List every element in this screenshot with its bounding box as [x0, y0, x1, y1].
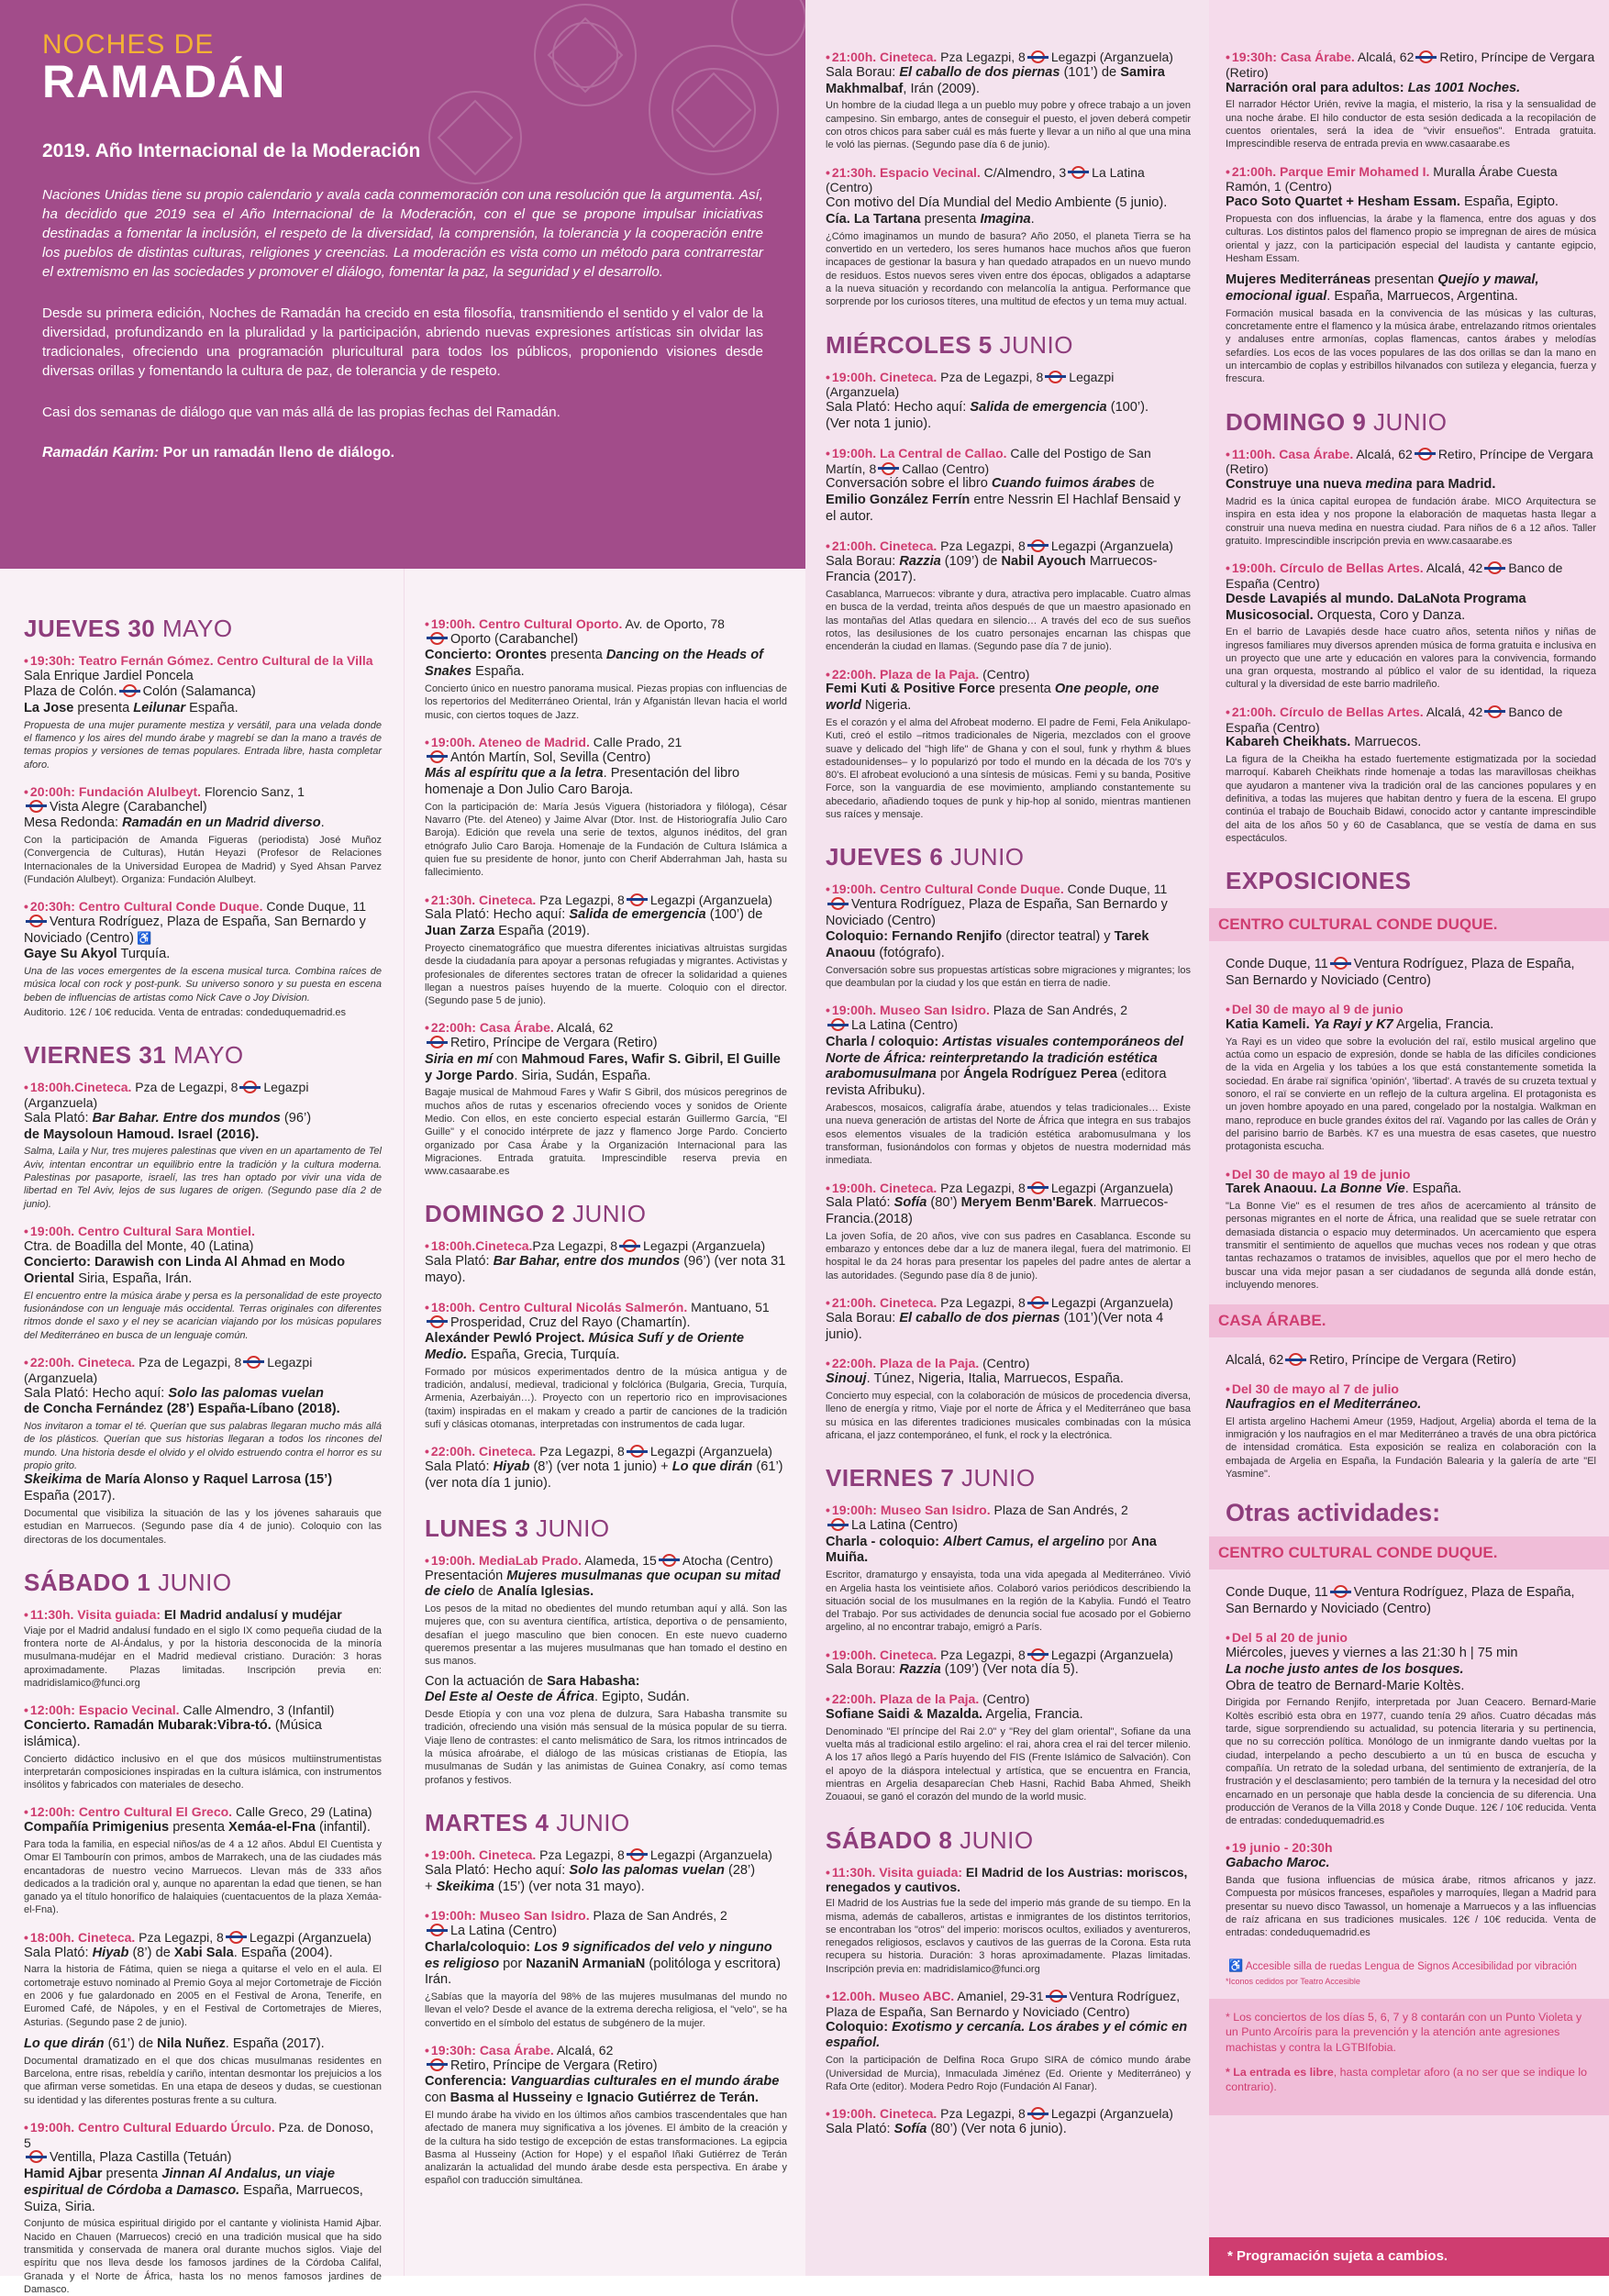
- hero-banner: [0, 0, 805, 569]
- event-title: Cía. La Tartana presenta Imagina.: [826, 211, 1035, 227]
- event-description: Formación musical basada en la convivencia de las músicas y las culturas, concretamente entre el flamenco y la música árabe, entrelazando ritmos orientales y andaluses entre armonías, coplas flamencas, cantos árabes y melodías sefardíes. Los ecos de las voces populares de las dos orillas se dan la mano en un intercambio de coplas y estribillos hilvanados con sutileza y elegancia, fuerza y frescura.: [1226, 307, 1596, 385]
- event-description: Conjunto de música espiritual dirigido por el cantante y violinista Hamid Ajbar. Nacido en Chauen (Marruecos) creció en una tradición musical que ha sido transmitida y conservada de manera oral durante muchos siglos. Viaje del espíritu que nos lleva desde los famosos jardines de la Córdoba Califal, Granada y el Norte de África, hasta los no menos famosos jardines de Damasco.: [24, 2218, 382, 2295]
- closing-line: Ramadán Karim: Por un ramadán lleno de diálogo.: [42, 444, 395, 460]
- event: • 19:00h. Ateneo de Madrid. Calle Prado, 21 Antón Martín, Sol, Sevilla (Centro) Más al espíritu que a la letra. Presentación del libro homenaje a Don Julio Caro Baroja. Con la participación de: María Jesús Viguera (historiadora y filóloga), César Navarro (Pte. del Ateneo) y Jaime Alvar (Dtor. Inst. de Historiografía Julio Caro Baroja). Edición que revela una serie de textos, algunos inéditos, del gran etnógrafo Julio Caro Baroja. Homenaje de la Fundación de Cultura Islámica a quien fue su presidente de honor, junto con Cherif Abderrahman Jah, hasta su fallecimiento.: [425, 734, 787, 879]
- event: • 21:00h. Círculo de Bellas Artes. Alcalá, 42 Banco de España (Centro) Kabareh Cheikhats. Marruecos. La figura de la Cheikha ha estado fuertemente estigmatizada por la sociedad marroquí. Kabareh Cheikhats rinde homenaje a todas las maravillosas cheikhas que ayudaron a mantener viva la tradición oral de las canciones populares y en definitiva, a todas las mujeres que habitan dentro y fuera de la escena. El grupo continúa el trabajo de Bouchaib Bidawi, conocido actor y cantante imprescindible del aita de los años 50 y 60 de Casablanca, que se vestía de dama en sus espectáculos.: [1226, 704, 1596, 844]
- event: • 19:00h. Círculo de Bellas Artes. Alcalá, 42 Banco de España (Centro) Desde Lavapiés al mundo. DaLaNota Programa Musicosocial. Orquesta, Coro y Danza. En el barrio de Lavapiés desde hace cuatro años, setenta niños y niñas de ingresos familiares muy diversos aprenden música de forma gratuita e inclusiva en un proyecto que une arte y educación en valores para la convivencia, formando una gran orquesta, mostrando al público el valor de su identidad, la riqueza cultural y la diversidad de este barrio madrileño.: [1226, 560, 1596, 691]
- note: * La entrada es libre, hasta completar aforo (a no ser que se indique lo contrario).: [1226, 2065, 1587, 2094]
- event-description: El encuentro entre la música árabe y persa es la personalidad de este proyecto fusionándose con un lenguaje más occidental. Terras originales con diferentes ritmos donde el saxo y el ney se acarician viajando por los músicas populares del Mediterráneo en busca de un lenguaje común.: [24, 1290, 382, 1341]
- event-title: Charla - coloquio: Albert Camus, el argelino por Ana Muiña.: [826, 1534, 1157, 1566]
- event-description: Nos invitaron a tomar el té. Querían que sus palabras llegaran mucho más allá de los plásticos. Querían que sus historias llegaran a todos los rincones del mundo. Una historia desde el olvido y el olvido estruendo contra el horror es su propio grito.: [24, 1421, 382, 1472]
- event: • 19:00h. Centro Cultural Eduardo Úrculo. Pza. de Donoso, 5 Ventilla, Plaza Castilla (Tetuán) Hamid Ajbar presenta Jinnan Al Andalus, un viaje espiritual de Córdoba a Damasco. España, Marruecos, Suiza, Siria. Conjunto de música espiritual dirigido por el cantante y violinista Hamid Ajbar. Nacido en Chauen (Marruecos) creció en una tradición musical que ha sido transmitida y conservada de manera oral durante muchos siglos. Viaje del espíritu que nos lleva desde los famosos jardines de la Córdoba Califal, Granada y el Norte de África, hasta los no menos famosos jardines de Damasco.: [24, 2119, 382, 2295]
- event-description: Dirigida por Fernando Renjifo, interpretada por Juan Ceacero. Bernard-Marie Koltès escribió esta obra en 1977, cuando tenía 29 años. Cuatro décadas más tarde, sigue sorprendiendo su actualidad, su potencia literaria y su pertinencia, que no su corrección política. Monólogo de un inmigrante dando vueltas por la ciudad, interpelando a pecho descubierto a un tú en busca de escucha y compañía. Un retrato de la soledad urbana, del sentimiento de extranjería, de la frustración y el desclasamiento; pero también de la ternura y la necesidad del otro encarnado en un personaje que habla desde la conciencia de su diferencia. Una producción de Veranos de la Villa 2018 y Conde Duque. 12€ / 10€ reducida. Venta de entradas: condeduquemadrid.es: [1226, 1697, 1596, 1827]
- event: • 19:00h. Centro Cultural Sara Montiel. Ctra. de Boadilla del Monte, 40 (Latina) Concierto: Darawish con Linda Al Ahmad en Modo Oriental Siria, España, Irán. El encuentro entre la música árabe y persa es la personalidad de este proyecto fusionándose con un lenguaje más occidental. Terras originales con diferentes ritmos donde el saxo y el ney se acarician viajando por los músicas populares del Mediterráneo en busca de un lenguaje común.: [24, 1223, 382, 1341]
- event: • 19:00h. Cineteca. Pza Legazpi, 8 Legazpi (Arganzuela) Sala Plató: Hecho aquí: Solo las palomas vuelan (28’) + Skeikima (15’) (ver nota 31 mayo).: [425, 1847, 787, 1895]
- event-description: Arabescos, mosaicos, caligrafía árabe, atuendos y telas tradicionales… Existe una nueva generación de artistas del Norte de África que integra en sus trabajos esos elementos visuales de la tradición estética arabomusulmana y los transforman, fusionándolos con formas y objetos de nuestra modernidad más inmediata.: [826, 1103, 1191, 1167]
- event-description: La figura de la Cheikha ha estado fuertemente estigmatizada por la sociedad marroquí. Kabareh Cheikhats rinde homenaje a todas las maravillosas cheikhas que ayudaron a mantener viva la tradición oral de las canciones populares y en definitiva, a todas las mujeres que habitan dentro y fuera de la escena. El grupo continúa el trabajo de Bouchaib Bidawi, conocido actor y cantante imprescindible del aita de los años 50 y 60 de Casablanca, que se vestía de dama en sus espectáculos.: [1226, 754, 1596, 844]
- event: • 22:00h. Plaza de la Paja. (Centro) Sofiane Saidi & Mazalda. Argelia, Francia. Denominado "El príncipe del Rai 2.0" y "Rey del glam oriental", Sofiane da una vuelta más al tradicional estilo argelino: el rai, ahora crea el rai del tercer milenio. A los 17 años llegó a París huyendo del FIS (Frente Islámico de Salvación). Con el apoyo de la diáspora intelectual y artística, que se encuentra en Francia, mientras en Argelia desaparecían Cheb Hasni, Rachid Baba Ahmed, Sheikh Zouaoui, se ganó el corazón del mundo de la world music.: [826, 1691, 1191, 1803]
- column-2: [404, 569, 805, 2276]
- day-heading: SÁBADO 8 JUNIO: [826, 1825, 1034, 1854]
- event-title: Alexánder Pewló Project. Música Sufí y de Oriente Medio. España, Grecia, Turquía.: [425, 1331, 744, 1363]
- metro-icon: [828, 897, 849, 910]
- arabesque-pattern-icon: [365, 0, 805, 238]
- venue: Sala Enrique Jardiel Poncela: [24, 668, 194, 683]
- metro-icon: [120, 684, 140, 697]
- accessibility-legend: ♿ Accesible silla de ruedas Lengua de Signos Accesibilidad por vibración: [1228, 1958, 1577, 1972]
- metro-icon: [1331, 957, 1351, 970]
- event-title: Mesa Redonda: Ramadán en un Madrid diverso.: [24, 815, 325, 831]
- event-title: Más al espíritu que a la letra. Presentación del libro homenaje a Don Julio Caro Baroja.: [425, 766, 740, 797]
- event-description: Narra la historia de Fátima, quien se niega a quitarse el velo en el aula. El cortometraje estuvo nominado al Premio Goya al mejor Cortometraje de Ficción en 2006 y fue galardonado en 2005 en el Festival de Arona, Tenerife, en Euromed Café, de Nápoles, y en el Festival de Cortometrajes de Mieres, Asturias. (Segundo pase 2 de junio).: [24, 1964, 382, 2028]
- event-description: Propuesta de una mujer puramente mestiza y versátil, para una velada donde el flamenco y los aires del mundo árabe y magrebí se dan la mano a través de temas propios y versiones de temas populares. Entrada libre, hasta completar aforo.: [24, 719, 382, 771]
- metro-icon: [27, 2150, 47, 2163]
- other-activities-heading: Otras actividades:: [1226, 1499, 1441, 1527]
- event-description: Concierto único en nuestro panorama musical. Piezas propias con influencias de los repertorios del Mediterráneo Oriental, Irán y Afganistán llevan hacia el world music, con ciertos toques de Jazz.: [425, 682, 787, 721]
- event-title: Sala Plató: Hiyab (8’) (ver nota 1 junio) + Lo que dirán (61’) (ver nota día 1 junio).: [425, 1459, 783, 1491]
- metro-icon: [427, 1036, 448, 1048]
- activity: • Del 5 al 20 de junio Miércoles, jueves y viernes a las 21:30 h | 75 min La noche justo antes de los bosques. Obra de teatro de Bernard-Marie Koltès. Dirigida por Fernando Renjifo, interpretada por Juan Ceacero. Bernard-Marie Koltès escribió esta obra en 1977, cuando tenía 29 años. Cuatro décadas más tarde, sigue sorprendiendo su actualidad, su potencia literaria y su pertinencia, que no su corrección política. Monólogo de un inmigrante dando vueltas por la ciudad, interpelando a pecho descubierto a un tú en busca de escucha y compañía. Un retrato de la soledad urbana, del sentimiento de extranjería, de la frustración y el desclasamiento; pero también de la ternura y la necesidad del otro encarnado en un personaje que habla desde la conciencia de su diferencia. Una producción de Veranos de la Villa 2018 y Conde Duque. 12€ / 10€ reducida. Venta de entradas: condeduquemadrid.es: [1226, 1630, 1596, 1827]
- event-title: Sala Plató: Hiyab (8’) de Xabi Sala. España (2004).: [24, 1945, 333, 1960]
- metro-icon: [227, 1931, 247, 1944]
- venue-address: Conde Duque, 11 Ventura Rodríguez, Plaza de España, San Bernardo y Noviciado (Centro): [1226, 1585, 1575, 1617]
- event-title: Sala Borau: Razzia (109’) (Ver nota día 5).: [826, 1662, 1079, 1678]
- event-title: Concierto: Orontes presenta Dancing on the Heads of Snakes España.: [425, 648, 763, 680]
- day-heading: DOMINGO 2 JUNIO: [425, 1200, 647, 1228]
- event-time-place: 19:30h: Teatro Fernán Gómez. Centro Cultural de la Villa: [29, 653, 373, 668]
- day-heading: DOMINGO 9 JUNIO: [1226, 407, 1448, 436]
- event-title: Sala Plató: Bar Bahar. Entre dos mundos (96’): [24, 1110, 312, 1126]
- event-tickets: Auditorio. 12€ / 10€ reducida. Venta de entradas: condeduquemadrid.es: [24, 1006, 347, 1018]
- event: • 12.00h. Museo ABC. Amaniel, 29-31 Ventura Rodríguez, Plaza de España, San Bernardo y Noviciado (Centro) Coloquio: Exotismo y cercanía. Los árabes y el cómic en español. Con la participación de Delfina Roca Grupo SIRA de cómico mundo árabe (Universidad de Murcia), Inmaculada Jiménez (Ed. Oriente y Mediterráneo) y Rafa Orte (editor). Modera Pedro Rojo (Fundación Al Fanar).: [826, 1989, 1191, 2092]
- metro-icon: [627, 1848, 648, 1861]
- event: • 12:00h: Espacio Vecinal. Calle Almendro, 3 (Infantil) Concierto. Ramadán Mubarak:Vibra-tó. (Música islámica). Concierto didáctico inclusivo en el que dos músicos multiinstrumentistas interpretarán composiciones inspiradas en la cultura islámica, con instrumentos insólitos y fabricados con materiales de desecho.: [24, 1703, 382, 1791]
- event-description: Con la participación de Amanda Figueras (periodista) José Muñoz (Convergencia de Culturas), Hután Heyazi (Profesor de Relaciones Internacionales de la Universidad Europea de Madrid) y Syed Ahsan Parvez (Fundación Alulbeyt). Organiza: Fundación Alulbeyt.: [24, 835, 382, 885]
- event-title: Sala Plató: Hecho aquí: Salida de emergencia (100’).: [826, 400, 1149, 416]
- exhibition: • Del 30 de mayo al 19 de junio Tarek Anaouu. La Bonne Vie. España. "La Bonne Vie" es el resumen de tres años de acercamiento al tránsito de personas migrantes en el norte de África, una realidad que se suele retratar con demasiada distancia o espacio muy determinados. Un acercamiento que espera transmitir el sentimiento de aquellos que muchas veces nos rodean y que otras tantas rechazamos o tratamos de invisibles, aquellos que por el mero hecho de buscar una vida mejor pasan a ser ciudadanos de segunda allá donde están, incluyendo menores.: [1226, 1166, 1596, 1291]
- year-heading: 2019. Año Internacional de la Moderación: [42, 140, 421, 161]
- metro-icon: [27, 915, 47, 927]
- venue-band: CASA ÁRABE.: [1209, 1304, 1609, 1337]
- event: • 19:00h. Museo San Isidro. Plaza de San Andrés, 2 La Latina (Centro) Charla / coloquio: Artistas visuales contemporáneos del Norte de África: reinterpretando la tradición estética arabomusulmana por Ángela Rodríguez Perea (editora revista Afribuku). Arabescos, mosaicos, caligrafía árabe, atuendos y telas tradicionales… Existe una nueva generación de artistas del Norte de África que integra en sus trabajos esos elementos visuales de la tradición estética arabomusulmana y los transforman, fusionándolos con formas y objetos de nuestra modernidad más inmediata.: [826, 1003, 1191, 1167]
- event-description: ¿Sabías que la mayoría del 98% de las mujeres musulmanas del mundo no llevan el velo? Desde el avance de la extrema derecha religiosa, el "velo", se ha convertido en el símbolo del estatus de subgénero de la mujer.: [425, 1991, 787, 2029]
- metro-icon: [1416, 50, 1437, 63]
- event-title: Sala Plató: Hecho aquí: Solo las palomas vuelan: [24, 1385, 324, 1401]
- metro-icon: [1028, 50, 1049, 63]
- event-title: Siria en mí con Mahmoud Fares, Wafir S. Gibril, El Guille y Jorge Pardo. Siria, Sudán, España.: [425, 1051, 781, 1083]
- event: • 18:00h.Cineteca.Pza Legazpi, 8 Legazpi (Arganzuela) Sala Plató: Bar Bahar, entre dos mundos (96’) (ver nota 31 mayo).: [425, 1238, 786, 1286]
- event: • 21:30h. Cineteca. Pza Legazpi, 8 Legazpi (Arganzuela) Sala Plató: Hecho aquí: Salida de emergencia (100’) de Juan Zarza España (2019). Proyecto cinematográfico que muestra diferentes iniciativas altruistas surgidas desde la ciudadanía para apoyar a personas refugiadas y migrantes. Activistas y profesionales de diferentes sectores tratan de ofrecer la solidaridad a quienes llegan a nuestros países huyendo de la muerte. Coloquio con el director. (Segundo pase 5 de junio).: [425, 892, 787, 1007]
- metro-icon: [828, 1518, 849, 1531]
- event: • 11:30h. Visita guiada: El Madrid andalusí y mudéjar Viaje por el Madrid andalusí fundado en el siglo IX como pequeña ciudad de la frontera norte de Al-Ándalus, y por la historia desconocida de la minoría musulmana-mudéjar en el Madrid medieval cristiano. Duración: 3 horas aproximadamente. Plazas limitadas. Inscripción previa en: madridislamico@funci.org: [24, 1606, 382, 1689]
- event-description: El Madrid de los Austrias fue la sede del imperio más grande de su tiempo. En la misma, además de caballeros, artistas e inmigrantes de los distintos territorios, se encontraban los "otros" del imperio: moriscos ocultos, exiliados y aventureros, renegados religiosos, esclavos y cautivos de las guerras de la Corona. Esta ruta recupera su historia. Duración: 3 horas aproximadamente. Plazas limitadas. Inscripción previa en: madridislamico@funci.org: [826, 1898, 1191, 1975]
- metro-icon: [1415, 448, 1436, 460]
- event: • 21:00h. Parque Emir Mohamed I. Muralla Árabe Cuesta Ramón, 1 (Centro) Paco Soto Quartet + Hesham Essam. España, Egipto. Propuesta con dos influencias, la árabe y la flamenca, entre dos aguas y dos culturas. Los distintos palos del flamenco propio se impregnan de aires de música oriental y jazz, con la participación especial del laudista y cantante egipcio, Hesham Essam. Mujeres Mediterráneas presentan Quejío y mawal, emocional igual. España, Marruecos, Argentina. Formación musical basada en la convivencia de las músicas y las culturas, concretamente entre el flamenco y la música árabe, entrelazando ritmos orientales y andaluses entre armonías, coplas flamencas, cantos árabes y melodías sefardíes. Los ecos de las voces populares de las dos orillas se dan la mano en un intercambio de coplas y estribillos hilvanados con sutileza y elegancia, fuerza y frescura.: [1226, 163, 1596, 385]
- exhibitions-heading: EXPOSICIONES: [1226, 867, 1412, 895]
- day-heading: JUEVES 30 MAYO: [24, 615, 233, 642]
- event-title: Paco Soto Quartet + Hesham Essam. España, Egipto.: [1226, 194, 1559, 210]
- event: • 20:00h: Fundación Alulbeyt. Florencio Sanz, 1 Vista Alegre (Carabanchel) Mesa Redonda: Ramadán en un Madrid diverso. Con la participación de Amanda Figueras (periodista) José Muñoz (Convergencia de Culturas), Hután Heyazi (Profesor de Relaciones Internacionales de la Universidad Europea de Madrid) y Syed Ahsan Parvez (Fundación Alulbeyt). Organiza: Fundación Alulbeyt.: [24, 783, 382, 885]
- day-heading: MIÉRCOLES 5 JUNIO: [826, 330, 1073, 359]
- event-description: Para toda la familia, en especial niños/as de 4 a 12 años. Abdul El Cuentista y Omar El Tambourín con primos, ambos de Marrakech, una de las ciudades más encantadoras de nuestro vecino Marruecos. Llevan más de 333 años dedicados a la tradición oral y, aunque no aparentan la edad que tienen, se han ganado ya el título honorífico de halaiquies (cuentacuentos de la plaza Xemáa-el-Fna).: [24, 1838, 382, 1916]
- event-title: Sala Borau: Razzia (109’) de Nabil Ayouch Marruecos-Francia (2017).: [826, 553, 1158, 585]
- event-description: Un hombre de la ciudad llega a un pueblo muy pobre y ofrece trabajo a un joven campesino. Sin embargo, antes de conseguir el puesto, el joven deberá competir con otros chicos para saber cuál es más fuerte y llevar a un niño al que una mina le voló las piernas. (Segundo pase día 6 de junio).: [826, 100, 1191, 151]
- exhibition: • Del 30 de mayo al 7 de julio Naufragios en el Mediterráneo. El artista argelino Hachemi Ameur (1959, Hadjout, Argelia) aborda el tema de la inmigración y los naufragios en el mar Mediterráneo a través de una obra pictórica de intensidad cromática. Esta exposición se realiza en colaboración con la embajada de Argelia en España, la Fundación Balearia y la galería de arte "El Yasmine".: [1226, 1381, 1596, 1480]
- event: • 19:00h. Cineteca. Pza Legazpi, 8 Legazpi (Arganzuela) Sala Plató: Sofía (80’) Meryem Benm'Barek. Marruecos-Francia.(2018) La joven Sofía, de 20 años, vive con sus padres en Casablanca. Esconde su embarazo y entonces debe dar a luz de manera ilegal, fuera del matrimonio. El hospital le da 24 horas para presentar los papeles del padre antes de alertar a las autoridades. (Segundo pase día 8 de junio).: [826, 1180, 1191, 1281]
- intro-paragraph: Desde su primera edición, Noches de Ramadán ha crecido en esta filosofía, transmitiendo el sentido y el valor de la diversidad, profundizando en la pluralidad y la participación, abriendo nuevas expresiones artísticas sin olvidar las tradicionales, ofreciendo una programación pluricultural para todos los públicos, proponiendo visiones desde diversas orillas y fomentando la cultura de paz, de tolerancia y de respeto.: [42, 305, 763, 379]
- exhibition: • Del 30 de mayo al 9 de junio Katia Kameli. Ya Rayi y K7 Argelia, Francia. Ya Rayi es un video que sobre la evolución del raï, estilo musical argelino que actúa como un espacio de expresión, donde se habla de las difíciles condiciones de la vida en Argelia y los tabúes a los que está constantemente sometida la sociedad. En árabe raï significa 'opinión', 'libertad'. A través de su cruzeta textual y sonoro, el raï se convierte en un reflejo de la cultura argelina. El protagonista es un joven hombre apoyado en una pared, congelado por la nostalgia. Walkman en mano, reproduce en bucle grandes éxitos del raï. Vagando por las calles de Orán y del parisino barrio de Barbès. K7 es una muestra de esas casetes, que nuestro protagonista escucha.: [1226, 1002, 1596, 1153]
- event-title: Conferencia: Vanguardias culturales en el mundo árabe con Basma al Husseiny e Ignacio Gutiérrez de Terán.: [425, 2074, 780, 2106]
- venue-address: Alcalá, 62 Retiro, Príncipe de Vergara (Retiro): [1226, 1353, 1516, 1369]
- wheelchair-icon: ♿: [1228, 1958, 1244, 1972]
- event-description: Es el corazón y el alma del Afrobeat moderno. El padre de Femi, Fela Anikulapo-Kuti, creó el estilo –ritmos tradicionales de Nigeria, mezclados con el groove suave y delicado del "high life" de Ghana y con el soul, funk y rhythm & blues estadounidenses– y lo popularizó por todo el mundo en la década de los 70's y 80's. El afrobeat evolucionó a una síntesis de músicas. Femi y su banda, Positive Force, son la vanguardia de ese movimiento, ampliando constantemente su abecedario, añadiendo toques de punk y hip-hop al sonido, mientras mantienen sus raíces y mensaje.: [826, 716, 1191, 821]
- metro-icon: [427, 750, 448, 763]
- event: • 21:30h. Espacio Vecinal. C/Almendro, 3 La Latina (Centro) Con motivo del Día Mundial del Medio Ambiente (5 junio). Cía. La Tartana presenta Imagina. ¿Cómo imaginamos un mundo de basura? Año 2050, el planeta Tierra se ha convertido en un vertedero, los seres humanos hace muchos años que fueron incapaces de gestionar la basura y han quedado atrapados en un nuevo mundo de residuos. Estos nuevos seres viven entre dos épocas, obligados a adaptarse a la nueva situación y recordando con melancolía la antigua. Performance que sorprende por los curiosos títeres, una multitud de efectos y un tema muy actual.: [826, 164, 1191, 308]
- metro-icon: [1028, 1648, 1049, 1661]
- event: • 18:00h.Cineteca. Pza de Legazpi, 8 Legazpi (Arganzuela) Sala Plató: Bar Bahar. Entre dos mundos (96’) de Maysoloun Hamoud. Israel (2016). Salma, Laila y Nur, tres mujeres palestinas que viven en un apartamento de Tel Aviv, intentan encontrar un equilibrio entre la tradición y la cultura moderna. Palestinas por pasaporte, israelí, las tres han optado por vivir una vida de libertad en Tel Aviv, lejos de sus lugares de origen. (Segundo pase día 2 de junio).: [24, 1080, 382, 1210]
- event: • 22:00h. Cineteca. Pza de Legazpi, 8 Legazpi (Arganzuela) Sala Plató: Hecho aquí: Solo las palomas vuelan de Concha Fernández (28’) España-Líbano (2018). Nos invitaron a tomar el té. Querían que sus palabras llegaran mucho más allá de los plásticos. Querían que sus historias llegaran a todos los rincones del mundo. Una historia desde el olvido y el olvido estruendo contra el horror es su propio grito. Skeikima de María Alonso y Raquel Larrosa (15’) España (2017). Documental que visibiliza la situación de las y los jóvenes saharauis que estudian en Marruecos. (Segundo pase día 4 de junio). Coloquio con las directoras de los documentales.: [24, 1354, 382, 1546]
- event-description: Bagaje musical de Mahmoud Fares y Wafir S Gibril, dos músicos peregrinos de muchos años de rutas y escenarios ofreciendo voces y sonidos de Oriente Medio. Con ellos, en este concierto especial estarán Guillermo García, "El Guille" y el conocido intérprete de jazz y flamenco Jorge Pardo. Concierto organizado por Casa Árabe y la Organización Internacional para las Migraciones. Entrada gratuita. Imprescindible reserva previa en www.casaarabe.es: [425, 1087, 787, 1178]
- footer-bar: * Programación sujeta a cambios.: [1209, 2237, 1609, 2276]
- event-description: Conversación sobre sus propuestas artísticas sobre migraciones y migrantes; los que deambulan por la ciudad y los que están en tierra de nadie.: [826, 964, 1191, 990]
- event-description: Proyecto cinematográfico que muestra diferentes iniciativas altruistas surgidas desde la ciudadanía para apoyar a personas refugiadas y migrantes. Activistas y profesionales de diferentes sectores tratan de ofrecer la solidaridad a quienes llegan a nuestros países huyendo de la muerte. Coloquio con el director. (Segundo pase 5 de junio).: [425, 942, 787, 1007]
- event: • 22:00h. Plaza de la Paja. (Centro) Sinouj. Túnez, Nigeria, Italia, Marruecos, España. Concierto muy especial, con la colaboración de músicos de procedencia diversa, lleno de energía y ritmo, Viaje por el norte de África y el Mediterráneo que basa su música en las diferentes tradiciones musicales combinadas con la música africana, el jazz contemporáneo, el funk, el rock y la electrónica.: [826, 1356, 1191, 1441]
- event-description: Denominado "El príncipe del Rai 2.0" y "Rey del glam oriental", Sofiane da una vuelta más al tradicional estilo argelino: el rai, ahora crea el rai del tercer milenio. A los 17 años llegó a París huyendo del FIS (Frente Islámico de Salvación). Con el apoyo de la diáspora intelectual y artística, que se encuentra en Francia, mientras en Argelia desaparecían Cheb Hasni, Rachid Baba Ahmed, Sheikh Zouaoui, se ganó el corazón del mundo de la world music.: [826, 1725, 1191, 1803]
- event-title: Narración oral para adultos: Las 1001 Noches.: [1226, 80, 1521, 95]
- event: • 19:30h: Teatro Fernán Gómez. Centro Cultural de la Villa Sala Enrique Jardiel Poncela Plaza de Colón. Colón (Salamanca) La Jose presenta Leilunar España. Propuesta de una mujer puramente mestiza y versátil, para una velada donde el flamenco y los aires del mundo árabe y magrebí se dan la mano a través de temas propios y versiones de temas populares. Entrada libre, hasta completar aforo.: [24, 653, 382, 771]
- event-title: Sofiane Saidi & Mazalda. Argelia, Francia.: [826, 1707, 1083, 1723]
- title-main: RAMADÁN: [42, 56, 286, 107]
- notes-box: [1209, 1999, 1609, 2116]
- event-title: Concierto: Darawish con Linda Al Ahmad en Modo Oriental Siria, España, Irán.: [24, 1255, 346, 1286]
- metro-icon: [1046, 371, 1066, 383]
- day-heading: SÁBADO 1 JUNIO: [24, 1568, 232, 1596]
- event-description: Salma, Laila y Nur, tres mujeres palestinas que viven en un apartamento de Tel Aviv, intentan encontrar un equilibrio entre la tradición y la cultura moderna. Palestinas por pasaporte, israelí, las tres han optado por vivir una vida de libertad en Tel Aviv, lejos de sus lugares de origen. (Segundo pase día 2 de junio).: [24, 1146, 382, 1210]
- metro-icon: [427, 1315, 448, 1328]
- event-description: Una de las voces emergentes de la escena musical turca. Combina raíces de música local con rock y post-punk. Su universo sonoro y su puesta en escena beben de influencias de artistas como Nick Cave o Joy Division.: [24, 965, 382, 1004]
- day-heading: VIERNES 7 JUNIO: [826, 1464, 1036, 1492]
- event: • 22:00h: Casa Árabe. Alcalá, 62 Retiro, Príncipe de Vergara (Retiro) Siria en mí con Mahmoud Fares, Wafir S. Gibril, El Guille y Jorge Pardo. Siria, Sudán, España. Bagaje musical de Mahmoud Fares y Wafir S Gibril, dos músicos peregrinos de muchos años de rutas y escenarios ofreciendo voces y sonidos de Oriente Medio. Con ellos, en este concierto especial estarán Guillermo García, "El Guille" y el conocido intérprete de jazz y flamenco Jorge Pardo. Concierto organizado por Casa Árabe y la Organización Internacional para las Migraciones. Entrada gratuita. Imprescindible reserva previa en www.casaarabe.es: [425, 1020, 787, 1178]
- event-description: Propuesta con dos influencias, la árabe y la flamenca, entre dos aguas y dos culturas. Los distintos palos del flamenco propio se impregnan de aires de música oriental y jazz, con la participación especial del laudista y cantante egipcio, Hesham Essam.: [1226, 213, 1596, 264]
- event-title: Construye una nueva medina para Madrid.: [1226, 477, 1496, 493]
- event-title: La Jose presenta Leilunar España.: [24, 700, 239, 715]
- event-description: Casablanca, Marruecos: vibrante y dura, atractiva pero implacable. Cuatro almas en busca de la verdad, treinta años después de que un maestro apasionado en las montañas del Atlas quedara en silencio… A través del eco de sus sueños rotos, las desilusiones de los cuatro personajes encarnan las chispas que encenderán la ciudad en llamas. (Segundo pase día 7 de junio).: [826, 589, 1191, 653]
- event-title: Coloquio: Fernando Renjifo (director teatral) y Tarek Anaouu (fotógrafo).: [826, 929, 1149, 961]
- intro-paragraph: Naciones Unidas tiene su propio calendario y avala cada conmemoración con una resolución que la argumenta. Así, ha decidido que 2019 sea el Año Internacional de la Moderación, con el que se propone impulsar iniciativas destinadas a fomentar la inclusión, el respeto de la diversidad, la comprensión, la tolerancia y la cooperación entre los pueblos de distintas culturas, religiones y creencias. La moderación es vista como un método para contrarrestar el extremismo en las sociedades y promover el diálogo, fomentar la paz, la seguridad y el desarrollo.: [42, 187, 763, 280]
- metro-icon: [1047, 1990, 1067, 2002]
- intro-paragraph: Casi dos semanas de diálogo que van más allá de las propias fechas del Ramadán.: [42, 404, 560, 420]
- metro-icon: [1028, 1181, 1049, 1194]
- event-title: Compañía Primigenius presenta Xemáa-el-Fna (infantil).: [24, 1820, 371, 1836]
- event-description: Desde Etiopía y con una voz plena de dulzura, Sara Habasha transmite su tradición, ofreciendo una visión más sensual de la música popular de su tierra. Viaje lleno de contrastes: el canto melismático de Sara, los ritmos intrincados de la música afroárabe, el diálogo de las músicas cristianas de Etiopía, las musulmanas de Sudán y las animistas de Guinea Conakry, así como temas profanos y festivos.: [425, 1709, 787, 1786]
- event-title: Charla / coloquio: Artistas visuales contemporáneos del Norte de África: reinterpretando la tradición estética arabomusulmana por Ángela Rodríguez Perea (editora revista Afribuku).: [826, 1034, 1184, 1099]
- event-title: Sala Plató: Bar Bahar, entre dos mundos (96’) (ver nota 31 mayo).: [425, 1254, 786, 1286]
- metro-icon: [240, 1081, 261, 1093]
- event-description: La joven Sofía, de 20 años, vive con sus padres en Casablanca. Esconde su embarazo y entonces debe dar a luz de manera ilegal, fuera del matrimonio. El hospital le da 24 horas para presentar los papeles del padre antes de alertar a las autoridades. (Segundo pase día 8 de junio).: [826, 1230, 1191, 1281]
- event: • 11:00h. Casa Árabe. Alcalá, 62 Retiro, Príncipe de Vergara (Retiro) Construye una nueva medina para Madrid. Madrid es la única capital europea de fundación árabe. MICO Arquitectura se inspira en esta idea y nos propone la elaboración de maquetas hasta llegar a construir una nueva medina en nuestra ciudad. Para niños de 6 a 12 años. Taller gratuito. Imprescindible inscripción previa en www.casaarabe.es: [1226, 446, 1596, 547]
- metro-icon: [427, 632, 448, 645]
- metro-icon: [1286, 1353, 1306, 1366]
- event: • 19:30h: Casa Árabe. Alcalá, 62 Retiro, Príncipe de Vergara (Retiro) Conferencia: Vanguardias culturales en el mundo árabe con Basma al Husseiny e Ignacio Gutiérrez de Terán. El mundo árabe ha vivido en los últimos años cambios trascendentales que han afectado de manera muy significativa a los jóvenes. El ámbito de la creación y de la cultura ha sido testigo de excepción de estas transformaciones. La egipcia Basma al Husseiny (Action for Hope) y el español Iñaki Gutiérrez de Terán analizarán la actualidad del mundo árabe desde esta perspectiva. En árabe y español con traducción simultánea.: [425, 2042, 787, 2187]
- event-description: Documental dramatizado en el que dos chicas musulmanas residentes en Barcelona, entre risas, rebeldía y cariño, intentan desmontar los prejuicios a los que afirman verse sometidas. En una etapa de deseos y dudas, se cuestionan su identidad y las diferentes posturas frente a su cultura.: [24, 2055, 382, 2106]
- event-title: Desde Lavapiés al mundo. DaLaNota Programa Musicosocial. Orquesta, Coro y Danza.: [1226, 591, 1526, 623]
- metro-icon: [27, 800, 47, 813]
- event: • 19:30h: Casa Árabe. Alcalá, 62 Retiro, Príncipe de Vergara (Retiro) Narración oral para adultos: Las 1001 Noches. El narrador Héctor Urién, revive la magia, el misterio, la risa y la sensualidad de una noche árabe. El hilo conductor de esta sesión dedicada a la recopilación de cuentos orientales, será la idea de "vivir ensueños". Entrada gratuita. Imprescindible reserva de entrada previa en www.casaarabe.es: [1226, 50, 1596, 150]
- metro-icon: [1028, 2107, 1049, 2120]
- event-title: Sala Borau: El caballo de dos piernas (101’)(Ver nota 4 junio).: [826, 1310, 1164, 1342]
- event-description: Ya Rayi es un video que sobre la evolución del raï, estilo musical argelino que actúa como un espacio de expresión, donde se habla de las difíciles condiciones de la vida en Argelia y los tabúes a los que está constantemente sometida la sociedad. En árabe raï significa 'opinión', 'libertad'. A través de su cruzeta textual y sonoro, el raï se convierte en un reflejo de la cultura argelina. El protagonista es un joven hombre apoyado en una pared, congelado por la nostalgia. Walkman en mano, reproduce en bucle grandes éxitos del raï. Vagando por las calles de Orán y del parisino barrio de Barbès. K7 es una muestra de esas casetes, que nuestro protagonista escucha.: [1226, 1036, 1596, 1153]
- event-description: Viaje por el Madrid andalusí fundado en el siglo IX como pequeña ciudad de la frontera norte de Al-Ándalus, y por la historia desconocida de la minoría musulmana-mudéjar en el Madrid medieval cristiano. Duración: 3 horas aproximadamente. Plazas limitadas. Inscripción previa en: madridislamico@funci.org: [24, 1625, 382, 1689]
- event: • 21:00h. Cineteca. Pza Legazpi, 8 Legazpi (Arganzuela) Sala Borau: Razzia (109’) de Nabil Ayouch Marruecos-Francia (2017). Casablanca, Marruecos: vibrante y dura, atractiva pero implacable. Cuatro almas en busca de la verdad, treinta años después de que un maestro apasionado en las montañas del Atlas quedara en silencio… A través del eco de sus sueños rotos, las desilusiones de los cuatro personajes encarnan las chispas que encenderán la ciudad en llamas. (Segundo pase día 7 de junio).: [826, 538, 1191, 653]
- event-title: Coloquio: Exotismo y cercanía. Los árabes y el cómic en español.: [826, 2019, 1188, 2051]
- event: • 19:00h. MediaLab Prado. Alameda, 15 Atocha (Centro) Presentación Mujeres musulmanas que ocupan su mitad de cielo de Analía Iglesias. Los pesos de la mitad no obedientes del mundo retumban aquí y allá. Son las mujeres que, con su aventura científica, artística, deportiva o de pensamiento, desafían el juego masculino que bien conocen. En este nuevo cuaderno queremos presentar a las mujeres musulmanas que han tomado el destino en sus manos. Con la actuación de Sara Habasha: Del Este al Oeste de África. Egipto, Sudán. Desde Etiopía y con una voz plena de dulzura, Sara Habasha transmite su tradición, ofreciendo una visión más sensual de la música popular de su tierra. Viaje lleno de contrastes: el canto melismático de Sara, los ritmos intrincados de la música afroárabe, el diálogo de las músicas cristianas de Etiopía, las musulmanas de Sudán y las animistas de Guinea Conakry, así como temas profanos y festivos.: [425, 1552, 787, 1786]
- column-4: [1209, 0, 1609, 2276]
- legend-note: *Iconos cedidos por Teatro Accesible: [1226, 1976, 1360, 1986]
- event-description: El mundo árabe ha vivido en los últimos años cambios trascendentales que han afectado de manera muy significativa a los jóvenes. El ámbito de la creación y de la cultura ha sido testigo de excepción de estas transformaciones. La egipcia Basma al Husseiny (Action for Hope) y el español Iñaki Gutiérrez de Terán analizarán la actualidad del mundo árabe desde esta perspectiva. En árabe y español con traducción simultánea.: [425, 2109, 787, 2187]
- event-description: Banda que fusiona influencias de música árabe, ritmos africanos y jazz. Compuesta por músicos franceses, españoles y marroquíes, llegan a Madrid para presentar su nuevo disco Tawassol, un homenaje a Marruecos y a las influencias de raíz africana en sus tradiciones musicales. 12€ / 10€ reducida. Venta de entradas: condeduquemadrid.es: [1226, 1875, 1596, 1939]
- event: • 11:30h. Visita guiada: El Madrid de los Austrias: moriscos, renegados y cautivos. El Madrid de los Austrias fue la sede del imperio más grande de su tiempo. En la misma, además de caballeros, artistas e inmigrantes de los distintos territorios, se encontraban los "otros" del imperio: moriscos ocultos, exiliados y aventureros, renegados religiosos, esclavos y cautivos de las guerras de la Corona. Esta ruta recupera su historia. Duración: 3 horas aproximadamente. Plazas limitadas. Inscripción previa en: madridislamico@funci.org: [826, 1864, 1191, 1975]
- event: • 22:00h. Plaza de la Paja. (Centro) Femi Kuti & Positive Force presenta One people, one world Nigeria. Es el corazón y el alma del Afrobeat moderno. El padre de Femi, Fela Anikulapo-Kuti, creó el estilo –ritmos tradicionales de Nigeria, mezclados con el groove suave y delicado del "high life" de Ghana y con el soul, funk y rhythm & blues estadounidenses– y lo popularizó por todo el mundo en la década de los 70's y 80's. El afrobeat evolucionó a una síntesis de músicas. Femi y su banda, Positive Force, son la vanguardia de ese movimiento, ampliando constantemente su abecedario, añadiendo toques de punk y hip-hop al sonido, mientras mantienen sus raíces y mensaje.: [826, 666, 1191, 821]
- event-description: Concierto muy especial, con la colaboración de músicos de procedencia diversa, lleno de energía y ritmo, Viaje por el norte de África y el Mediterráneo que basa su música en las diferentes tradiciones musicales combinadas con la música africana, el jazz contemporáneo, el funk, el rock y la electrónica.: [826, 1391, 1191, 1441]
- event-title: Sala Plató: Hecho aquí: Salida de emergencia (100’) de Juan Zarza España (2019).: [425, 907, 763, 939]
- event-title: Gaye Su Akyol Turquía.: [24, 947, 171, 962]
- event: • 19:00h. Cineteca. Pza Legazpi, 8 Legazpi (Arganzuela) Sala Borau: Razzia (109’) (Ver nota día 5).: [826, 1647, 1191, 1680]
- metro-icon: [627, 893, 648, 906]
- metro-icon: [1028, 1296, 1049, 1309]
- metro-icon: [660, 1554, 680, 1567]
- event: • 19:00h. Cineteca. Pza Legazpi, 8 Legazpi (Arganzuela) Sala Plató: Sofía (80’) (Ver nota 6 junio).: [826, 2106, 1191, 2138]
- event-title: Presentación Mujeres musulmanas que ocupan su mitad de cielo de Analía Iglesias.: [425, 1568, 781, 1600]
- accessibility-icon: ♿: [136, 930, 152, 945]
- event: • 21:00h. Cineteca. Pza Legazpi, 8 Legazpi (Arganzuela) Sala Borau: El caballo de dos piernas (101’)(Ver nota 4 junio).: [826, 1295, 1191, 1343]
- event-description: Escritor, dramaturgo y ensayista, toda una vida apegada al Mediterráneo. Vivió en Argelia hasta los veintisiete años. Colaboró varios periódicos describiendo la situación social de los musulmanes en la región de la Kabylia. Fundó el Teatro del Trabajo. Por sus actividades de denuncia social fue acosado por el Gobierno argelino, al no encontrar trabajo, emigró a París.: [826, 1569, 1191, 1634]
- event: • 19:00h. Cineteca. Pza de Legazpi, 8 Legazpi (Arganzuela) Sala Plató: Hecho aquí: Salida de emergencia (100’). (Ver nota 1 junio).: [826, 370, 1191, 433]
- event: • 21:00h. Cineteca. Pza Legazpi, 8 Legazpi (Arganzuela) Sala Borau: El caballo de dos piernas (101’) de Samira Makhmalbaf, Irán (2009). Un hombre de la ciudad llega a un pueblo muy pobre y ofrece trabajo a un joven campesino. Sin embargo, antes de conseguir el puesto, el joven deberá competir con otros chicos para saber cuál es más fuerte y llevar a un niño al que una mina le voló las piernas. (Segundo pase día 6 de junio).: [826, 50, 1191, 151]
- event: • 19:00h. Centro Cultural Oporto. Av. de Oporto, 78 Oporto (Carabanchel) Concierto: Orontes presenta Dancing on the Heads of Snakes España. Concierto único en nuestro panorama musical. Piezas propias con influencias de los repertorios del Mediterráneo Oriental, Irán y Afganistán llevan hacia el world music, con ciertos toques de Jazz.: [425, 616, 787, 721]
- event-description: ¿Cómo imaginamos un mundo de basura? Año 2050, el planeta Tierra se ha convertido en un vertedero, los seres humanos hace muchos años que fueron incapaces de gestionar la basura y han quedado atrapados en un nuevo mundo de residuos. Estos nuevos seres viven entre dos épocas, obligados a adaptarse a la nueva situación y recordando con melancolía la antigua. Performance que sorprende por los curiosos títeres, una multitud de efectos y un tema muy actual.: [826, 230, 1191, 308]
- event: • 19:00h. Centro Cultural Conde Duque. Conde Duque, 11 Ventura Rodríguez, Plaza de España, San Bernardo y Noviciado (Centro) Coloquio: Fernando Renjifo (director teatral) y Tarek Anaouu (fotógrafo). Conversación sobre sus propuestas artísticas sobre migraciones y migrantes; los que deambulan por la ciudad y los que están en tierra de nadie.: [826, 882, 1191, 990]
- metro-icon: [828, 1018, 849, 1031]
- event-title: Concierto. Ramadán Mubarak:Vibra-tó. (Música islámica).: [24, 1717, 322, 1749]
- event-description: Madrid es la única capital europea de fundación árabe. MICO Arquitectura se inspira en esta idea y nos propone la elaboración de maquetas hasta llegar a construir una nueva medina en nuestra ciudad. Para niños de 6 a 12 años. Taller gratuito. Imprescindible inscripción previa en www.casaarabe.es: [1226, 495, 1596, 547]
- metro-icon: [1028, 539, 1049, 552]
- column-1: [0, 569, 404, 2295]
- venue-band: CENTRO CULTURAL CONDE DUQUE.: [1209, 908, 1609, 941]
- event-description: "La Bonne Vie" es el resumen de tres años de acercamiento al tránsito de personas migrantes en el norte de África, una realidad que se suele retratar con demasiada distancia o espacio muy determinados. Un acercamiento que espera transmitir el sentimiento de aquellos que muchas veces nos rodean y que otras tantas rechazamos o tratamos de invisibles, aquellos que por el mero hecho de buscar una vida mejor pasan a ser ciudadanos de segunda allá donde están, incluyendo menores.: [1226, 1201, 1596, 1291]
- event-title: Femi Kuti & Positive Force presenta One people, one world Nigeria.: [826, 682, 1160, 714]
- event-title: Conversación sobre el libro Cuando fuimos árabes de Emilio González Ferrín entre Nessrin El Hachlaf Bensaid y el autor.: [826, 476, 1181, 524]
- event-description: Con la participación de Delfina Roca Grupo SIRA de cómico mundo árabe (Universidad de Murcia), Inmaculada Jiménez (Ed. Oriente y Mediterráneo) y Rafa Orte (editor). Modera Pedro Rojo (Fundación Al Fanar).: [826, 2055, 1191, 2092]
- event-title: Sala Borau: El caballo de dos piernas (101’) de Samira Makhmalbaf, Irán (2009).: [826, 64, 1165, 96]
- event-title: Hamid Ajbar presenta Jinnan Al Andalus, un viaje espiritual de Córdoba a Damasco. España, Marruecos, Suiza, Siria.: [24, 2166, 363, 2214]
- metro-icon: [620, 1239, 640, 1252]
- event: • 18:00h. Cineteca. Pza Legazpi, 8 Legazpi (Arganzuela) Sala Plató: Hiyab (8’) de Xabi Sala. España (2004). Narra la historia de Fátima, quien se niega a quitarse el velo en el aula. El cortometraje estuvo nominado al Premio Goya al mejor Cortometraje de Ficción en 2006 y fue galardonado en 2005 en el Festival de Arona, Tenerife, en Euromed Café, de Nápoles, y en el Festival de Cortometrajes de Mieres, Asturias. (Segundo pase 2 de junio). Lo que dirán (61’) de Nila Nuñez. España (2017). Documental dramatizado en el que dos chicas musulmanas residentes en Barcelona, entre risas, rebeldía y cariño, intentan desmontar los prejuicios a los que afirman verse sometidas. En una etapa de deseos y dudas, se cuestionan su identidad y las diferentes posturas frente a su cultura.: [24, 1929, 382, 2106]
- event: • 19:00h: Museo San Isidro. Plaza de San Andrés, 2 La Latina (Centro) Charla/coloquio: Los 9 significados del velo y ninguno es religioso por NazaniN ArmaniaN (politóloga y escritora) Irán. ¿Sabías que la mayoría del 98% de las mujeres musulmanas del mundo no llevan el velo? Desde el avance de la extrema derecha religiosa, el "velo", se ha convertido en el símbolo del estatus de subgénero de la mujer.: [425, 1908, 787, 2029]
- activity: • 19 junio - 20:30h Gabacho Maroc. Banda que fusiona influencias de música árabe, ritmos africanos y jazz. Compuesta por músicos franceses, españoles y marroquíes, llegan a Madrid para presentar su nuevo disco Tawassol, un homenaje a Marruecos y a las influencias de raíz africana en sus tradiciones musicales. 12€ / 10€ reducida. Venta de entradas: condeduquemadrid.es: [1226, 1840, 1596, 1939]
- metro-icon: [1485, 561, 1505, 574]
- metro-icon: [627, 1445, 648, 1458]
- event: • 19:00h. La Central de Callao. Calle del Postigo de San Martín, 8 Callao (Centro) Conversación sobre el libro Cuando fuimos árabes de Emilio González Ferrín entre Nessrin El Hachlaf Bensaid y el autor.: [826, 446, 1191, 526]
- event-description: Formado por músicos experimentados dentro de la música antigua y de tradición, andalusí, medieval, tradicional y folclórica (Bulgaria, Grecia, Turquía, Armenia, Azerbaiyán…). Proyecto con un repertorio rico en improvisaciones (taxim) inspiradas en el makam y creado a partir de canciones de la tradición sufí y clásicas otomanas, interpretadas con instrumentos de cada lugar.: [425, 1366, 787, 1431]
- day-heading: MARTES 4 JUNIO: [425, 1808, 630, 1836]
- day-heading: JUEVES 6 JUNIO: [826, 843, 1025, 871]
- event-description: Los pesos de la mitad no obedientes del mundo retumban aquí y allá. Son las mujeres que, con su aventura científica, artística, deportiva o de pensamiento, desafían el juego masculino que bien conocen. En este nuevo cuaderno queremos presentar a las mujeres musulmanas que han tomado el destino en sus manos.: [425, 1603, 787, 1668]
- metro-icon: [244, 1356, 264, 1369]
- metro-icon: [427, 1924, 448, 1936]
- event: • 18:00h. Centro Cultural Nicolás Salmerón. Mantuano, 51 Prosperidad, Cruz del Rayo (Chamartín). Alexánder Pewló Project. Música Sufí y de Oriente Medio. España, Grecia, Turquía. Formado por músicos experimentados dentro de la música antigua y de tradición, andalusí, medieval, tradicional y folclórica (Bulgaria, Grecia, Turquía, Armenia, Azerbaiyán…). Proyecto con un repertorio rico en improvisaciones (taxim) inspiradas en el makam y creado a partir de canciones de la tradición sufí y clásicas otomanas, interpretadas con instrumentos de cada lugar.: [425, 1299, 787, 1431]
- event-title: Sala Plató: Hecho aquí: Solo las palomas vuelan (28’): [425, 1862, 756, 1878]
- event-description: El artista argelino Hachemi Ameur (1959, Hadjout, Argelia) aborda el tema de la inmigración y los naufragios en el mar Mediterráneo a través de una obra pictórica de intensidad cromática. Esta exposición se realiza en colaboración con la embajada de Argelia en España, la Fundación Balearia y la galería de arte "El Yasmine".: [1226, 1415, 1596, 1480]
- event: • 20:30h: Centro Cultural Conde Duque. Conde Duque, 11 Ventura Rodríguez, Plaza de España, San Bernardo y Noviciado (Centro) ♿ Gaye Su Akyol Turquía. Una de las voces emergentes de la escena musical turca. Combina raíces de música local con rock y post-punk. Su universo sonoro y su puesta en escena beben de influencias de artistas como Nick Cave o Joy Division. Auditorio. 12€ / 10€ reducida. Venta de entradas: condeduquemadrid.es: [24, 899, 382, 1018]
- event-title: Sala Plató: Sofía (80’) (Ver nota 6 junio).: [826, 2121, 1067, 2136]
- event: • 19:00h: Museo San Isidro. Plaza de San Andrés, 2 La Latina (Centro) Charla - coloquio: Albert Camus, el argelino por Ana Muiña. Escritor, dramaturgo y ensayista, toda una vida apegada al Mediterráneo. Vivió en Argelia hasta los veintisiete años. Colaboró varios periódicos describiendo la situación social de los musulmanes en la región de la Kabylia. Fundó el Teatro del Trabajo. Por sus actividades de denuncia social fue acosado por el Gobierno argelino, al no encontrar trabajo, emigró a París.: [826, 1503, 1191, 1634]
- event-description: En el barrio de Lavapiés desde hace cuatro años, setenta niños y niñas de ingresos familiares muy diversos aprenden música de forma gratuita e inclusiva en un proyecto que une arte y educación en valores para la convivencia, formando una gran orquesta, mostrando al público el valor de su identidad, la riqueza cultural y la diversidad de este barrio madrileño.: [1226, 627, 1596, 691]
- event-description: Documental que visibiliza la situación de las y los jóvenes saharauis que estudian en Marruecos. (Segundo pase día 4 de junio). Coloquio con las directoras de los documentales.: [24, 1507, 382, 1546]
- metro-icon: [1331, 1585, 1351, 1598]
- event-description: Concierto didáctico inclusivo en el que dos músicos multiinstrumentistas interpretarán composiciones inspiradas en la cultura islámica, con instrumentos insólitos y fabricados con materiales de desecho.: [24, 1753, 382, 1791]
- metro-icon: [1485, 705, 1505, 718]
- day-heading: LUNES 3 JUNIO: [425, 1514, 610, 1542]
- event-title: Kabareh Cheikhats. Marruecos.: [1226, 735, 1422, 750]
- column-3: [805, 0, 1209, 2276]
- metro-icon: [879, 462, 899, 475]
- event-title: Charla/coloquio: Los 9 significados del velo y ninguno es religioso por NazaniN ArmaniaN (politóloga y escritora) Irán.: [425, 1939, 781, 1988]
- day-heading: VIERNES 31 MAYO: [24, 1041, 244, 1070]
- event-description: El narrador Héctor Urién, revive la magia, el misterio, la risa y la sensualidad de una noche árabe. El hilo conductor de esta sesión dedicada a la recopilación de cuentos orientales, será la idea de "vivir ensueños". Entrada gratuita. Imprescindible reserva de entrada previa en www.casaarabe.es: [1226, 99, 1596, 150]
- metro-icon: [427, 2058, 448, 2071]
- event-description: Con la participación de: María Jesús Viguera (historiadora y filóloga), César Navarro (Pte. del Ateneo) y Jaime Alvar (Dtor. Inst. de Historiografía Julio Caro Baroja). Edición que revela una serie de textos, algunos inéditos, del gran etnógrafo Julio Caro Baroja. Homenaje de la Fundación de Cultura Islámica a quien fue su presidente de honor, junto con Cherif Abderrahman Jah, hasta su fallecimiento.: [425, 801, 787, 879]
- note: * Los conciertos de los días 5, 6, 7 y 8 contarán con un Punto Violeta y un Punto Arcoíris para la prevención y la atención ante agresiones machistas y contra la LGTBIfobia.: [1226, 2010, 1582, 2054]
- event-title: Sala Plató: Sofía (80’) Meryem Benm'Barek. Marruecos-Francia.(2018): [826, 1195, 1169, 1227]
- event: • 22:00h. Cineteca. Pza Legazpi, 8 Legazpi (Arganzuela) Sala Plató: Hiyab (8’) (ver nota 1 junio) + Lo que dirán (61’) (ver nota día 1 junio).: [425, 1444, 787, 1492]
- venue-address: Conde Duque, 11 Ventura Rodríguez, Plaza de España, San Bernardo y Noviciado (Centro): [1226, 957, 1575, 989]
- event: • 12:00h: Centro Cultural El Greco. Calle Greco, 29 (Latina) Compañía Primigenius presenta Xemáa-el-Fna (infantil). Para toda la familia, en especial niños/as de 4 a 12 años. Abdul El Cuentista y Omar El Tambourín con primos, ambos de Marrakech, una de las ciudades más encantadoras de nuestro vecino Marruecos. Llevan más de 333 años dedicados a la tradición oral y, aunque no aparentan la edad que tienen, se han ganado ya el título honorífico de halaiquies (cuentacuentos de la plaza Xemáa-el-Fna).: [24, 1804, 382, 1916]
- title-small: NOCHES DE: [42, 29, 215, 60]
- venue-band: CENTRO CULTURAL CONDE DUQUE.: [1209, 1536, 1609, 1569]
- metro-icon: [1069, 166, 1089, 179]
- event-title: Sinouj. Túnez, Nigeria, Italia, Marruecos, España.: [826, 1371, 1124, 1387]
